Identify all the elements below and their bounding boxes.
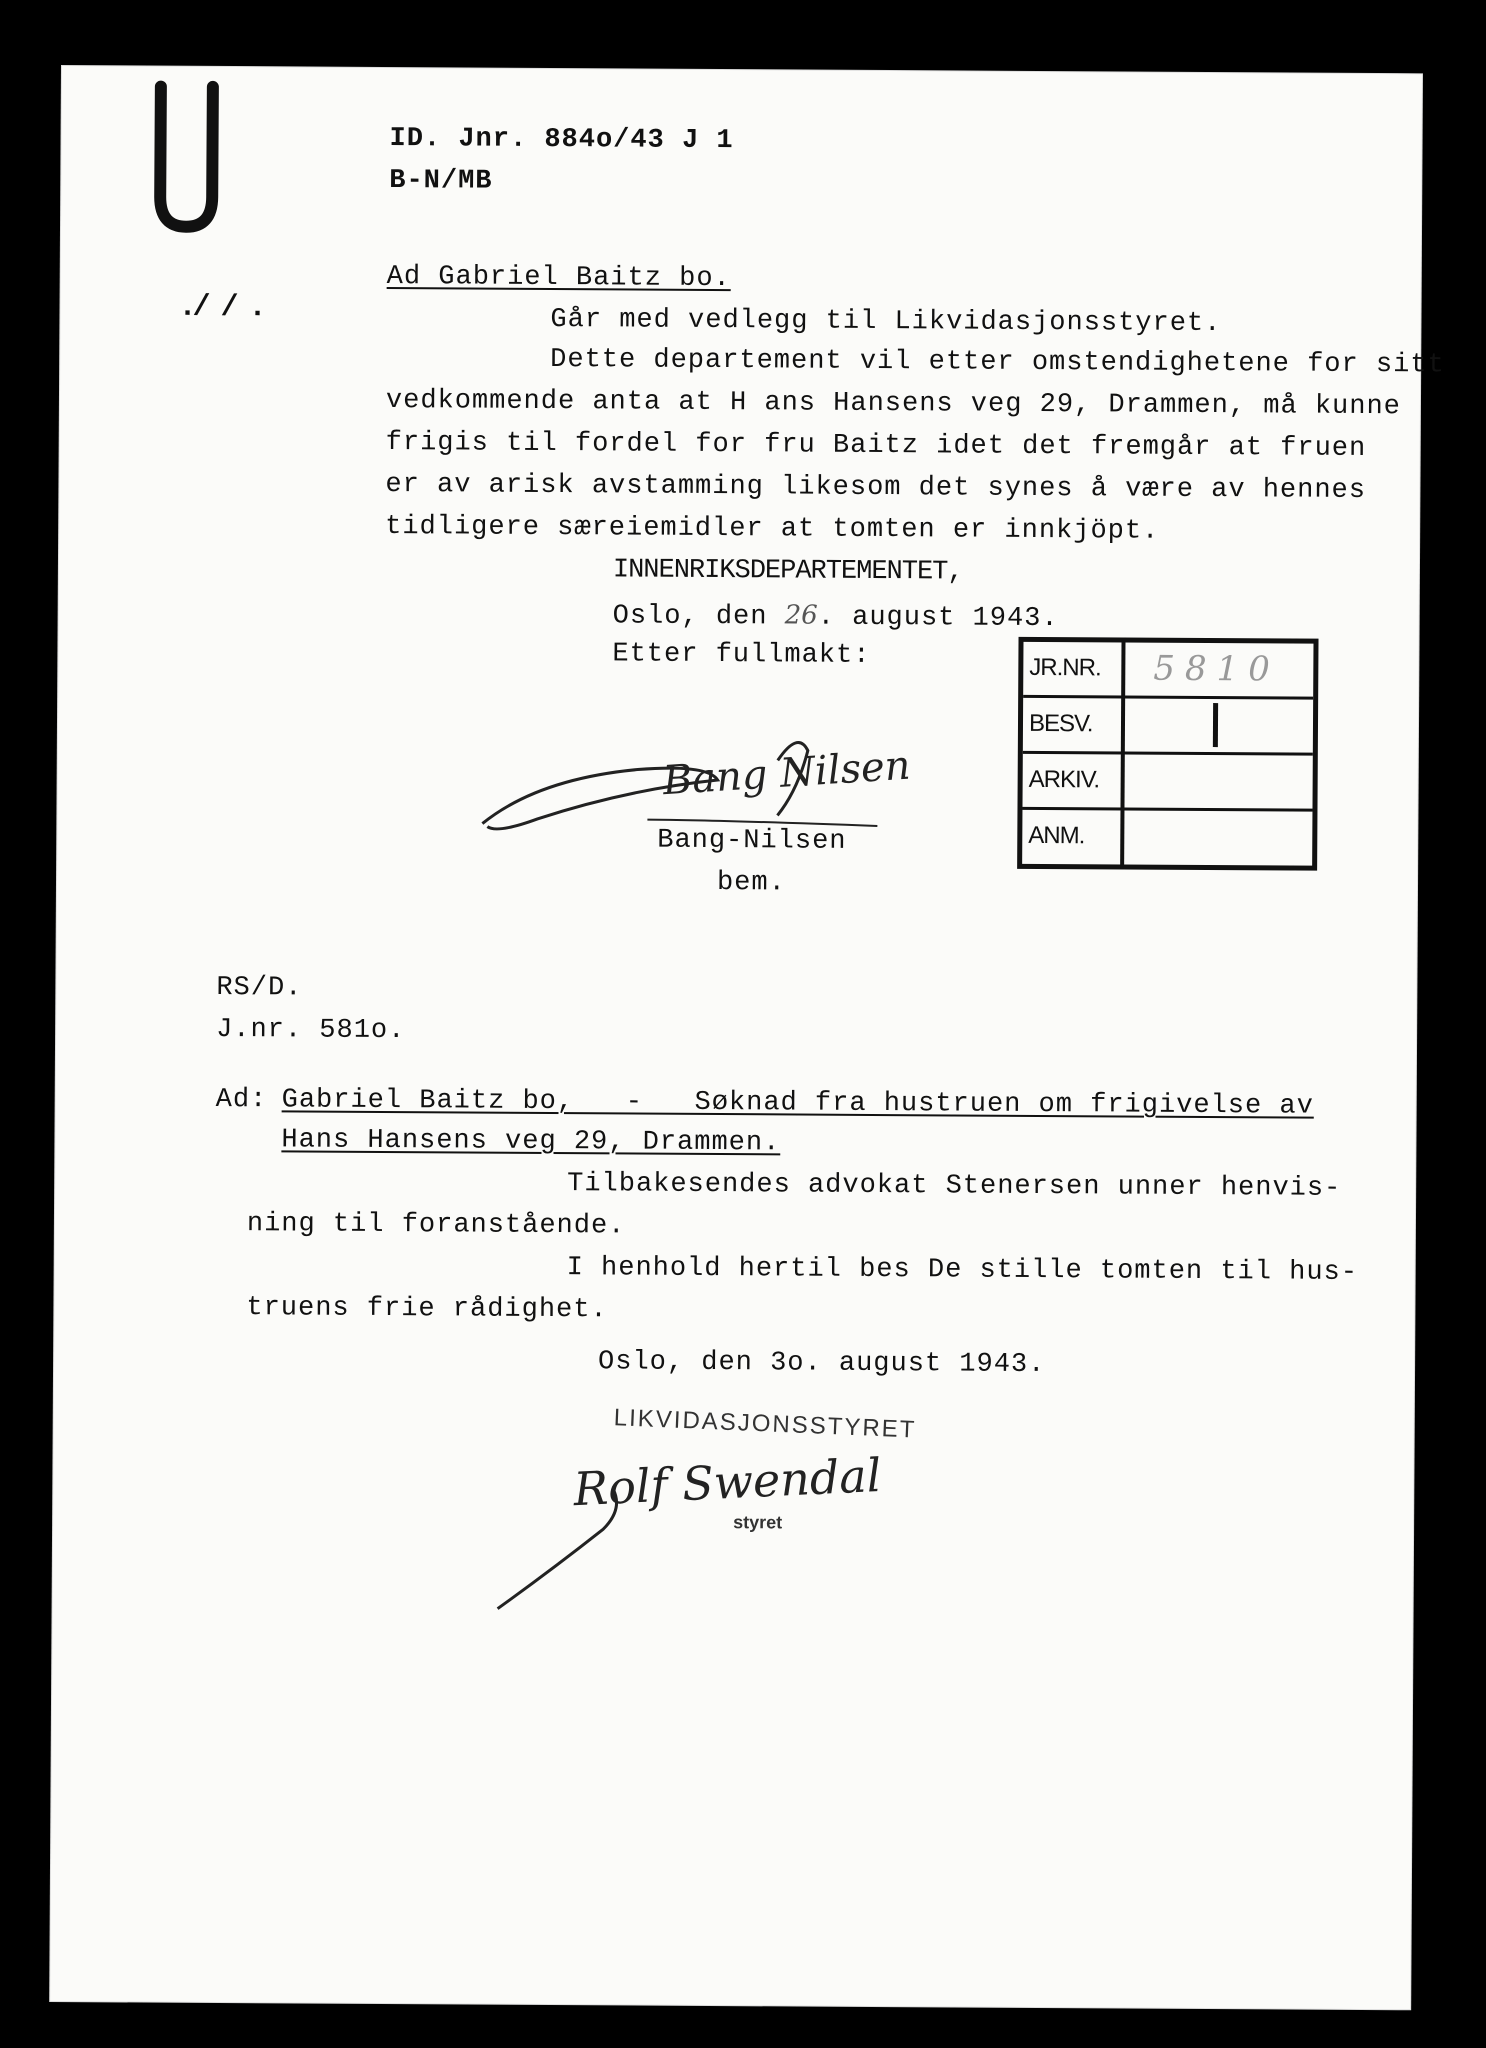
letter2-journal-number: J.nr. 581o. bbox=[216, 1014, 406, 1047]
letter2-line: I henhold hertil bes De stille tomten til hus- bbox=[566, 1253, 1359, 1288]
department-name: INNENRIKSDEPARTEMENTET, bbox=[612, 555, 963, 588]
letter2-subject-prefix: Ad: bbox=[215, 1084, 285, 1116]
stamp-label: BESV. bbox=[1028, 709, 1093, 738]
stamp-divider bbox=[1120, 810, 1124, 866]
letter2-ref-initials: RS/D. bbox=[216, 972, 303, 1004]
date-prefix: Oslo, den bbox=[612, 601, 785, 633]
stamp-row-anm bbox=[1022, 810, 1312, 868]
stamp-label: ANM. bbox=[1028, 821, 1085, 850]
letter2-date: Oslo, den 3o. august 1943. bbox=[597, 1347, 1046, 1381]
signer-name: Bang-Nilsen bbox=[657, 825, 847, 857]
letter2-subject-line: Hans Hansens veg 29, Drammen. bbox=[281, 1125, 781, 1159]
letter2-subject-line: Gabriel Baitz bo, - Søknad fra hustruen om frigivelse av bbox=[281, 1085, 1314, 1122]
margin-mark: ./ / . bbox=[178, 290, 263, 326]
stamp-divider bbox=[1121, 698, 1125, 751]
letter1-line: Dette departement vil etter omstendighetene for sitt bbox=[550, 344, 1445, 381]
stamp-divider bbox=[1121, 642, 1125, 695]
letter1-line: vedkommende anta at H ans Hansens veg 29, Drammen, må kunne bbox=[385, 385, 1402, 423]
board-stamp-role: styret bbox=[733, 1512, 783, 1533]
board-stamp-name: LIKVIDASJONSSTYRET bbox=[613, 1404, 917, 1444]
date-suffix: . august 1943. bbox=[817, 602, 1059, 635]
letter1-line: Går med vedlegg til Likvidasjonsstyret. bbox=[550, 304, 1222, 340]
stamp-label: JR.NR. bbox=[1029, 653, 1101, 682]
initials: B-N/MB bbox=[389, 166, 493, 197]
registration-stamp bbox=[1017, 637, 1318, 871]
journal-reference: ID. Jnr. 884o/43 J 1 bbox=[389, 124, 734, 157]
stamp-label: ARKIV. bbox=[1028, 765, 1100, 794]
date-day-handwritten: 26 bbox=[784, 600, 818, 631]
stamp-row-besv bbox=[1023, 698, 1313, 756]
stamp-mark bbox=[1213, 703, 1218, 747]
stamp-divider bbox=[1120, 754, 1124, 807]
authority-line: Etter fullmakt: bbox=[612, 639, 871, 671]
letter1-line: frigis til fordel for fru Baitz idet det fremgår at fruen bbox=[385, 427, 1367, 464]
letter1-line: tidligere særeiemidler at tomten er innkjöpt. bbox=[385, 511, 1160, 547]
archive-clip-mark bbox=[146, 77, 227, 237]
letter2-line: Tilbakesendes advokat Stenersen unner henvis- bbox=[567, 1169, 1342, 1204]
signature-handwritten: Bang Nilsen bbox=[661, 742, 912, 805]
board-signature-handwritten: Rolf Swendal bbox=[572, 1447, 883, 1517]
letter2-line: truens frie rådighet. bbox=[246, 1293, 608, 1326]
signer-suffix: bem. bbox=[716, 868, 786, 899]
stamp-value-handwritten: 5810 bbox=[1153, 648, 1280, 690]
letter1-date bbox=[613, 599, 1059, 633]
letter1-subject: Ad Gabriel Baitz bo. bbox=[386, 261, 731, 295]
stamp-row-jrnr bbox=[1023, 642, 1313, 700]
document-page bbox=[50, 66, 1445, 2009]
letter2-line: ning til foranstående. bbox=[246, 1209, 626, 1242]
letter1-line: er av arisk avstamming likesom det synes å være av hennes bbox=[385, 469, 1367, 506]
board-signature-stroke bbox=[493, 1469, 754, 1621]
stamp-row-arkiv bbox=[1022, 754, 1312, 812]
